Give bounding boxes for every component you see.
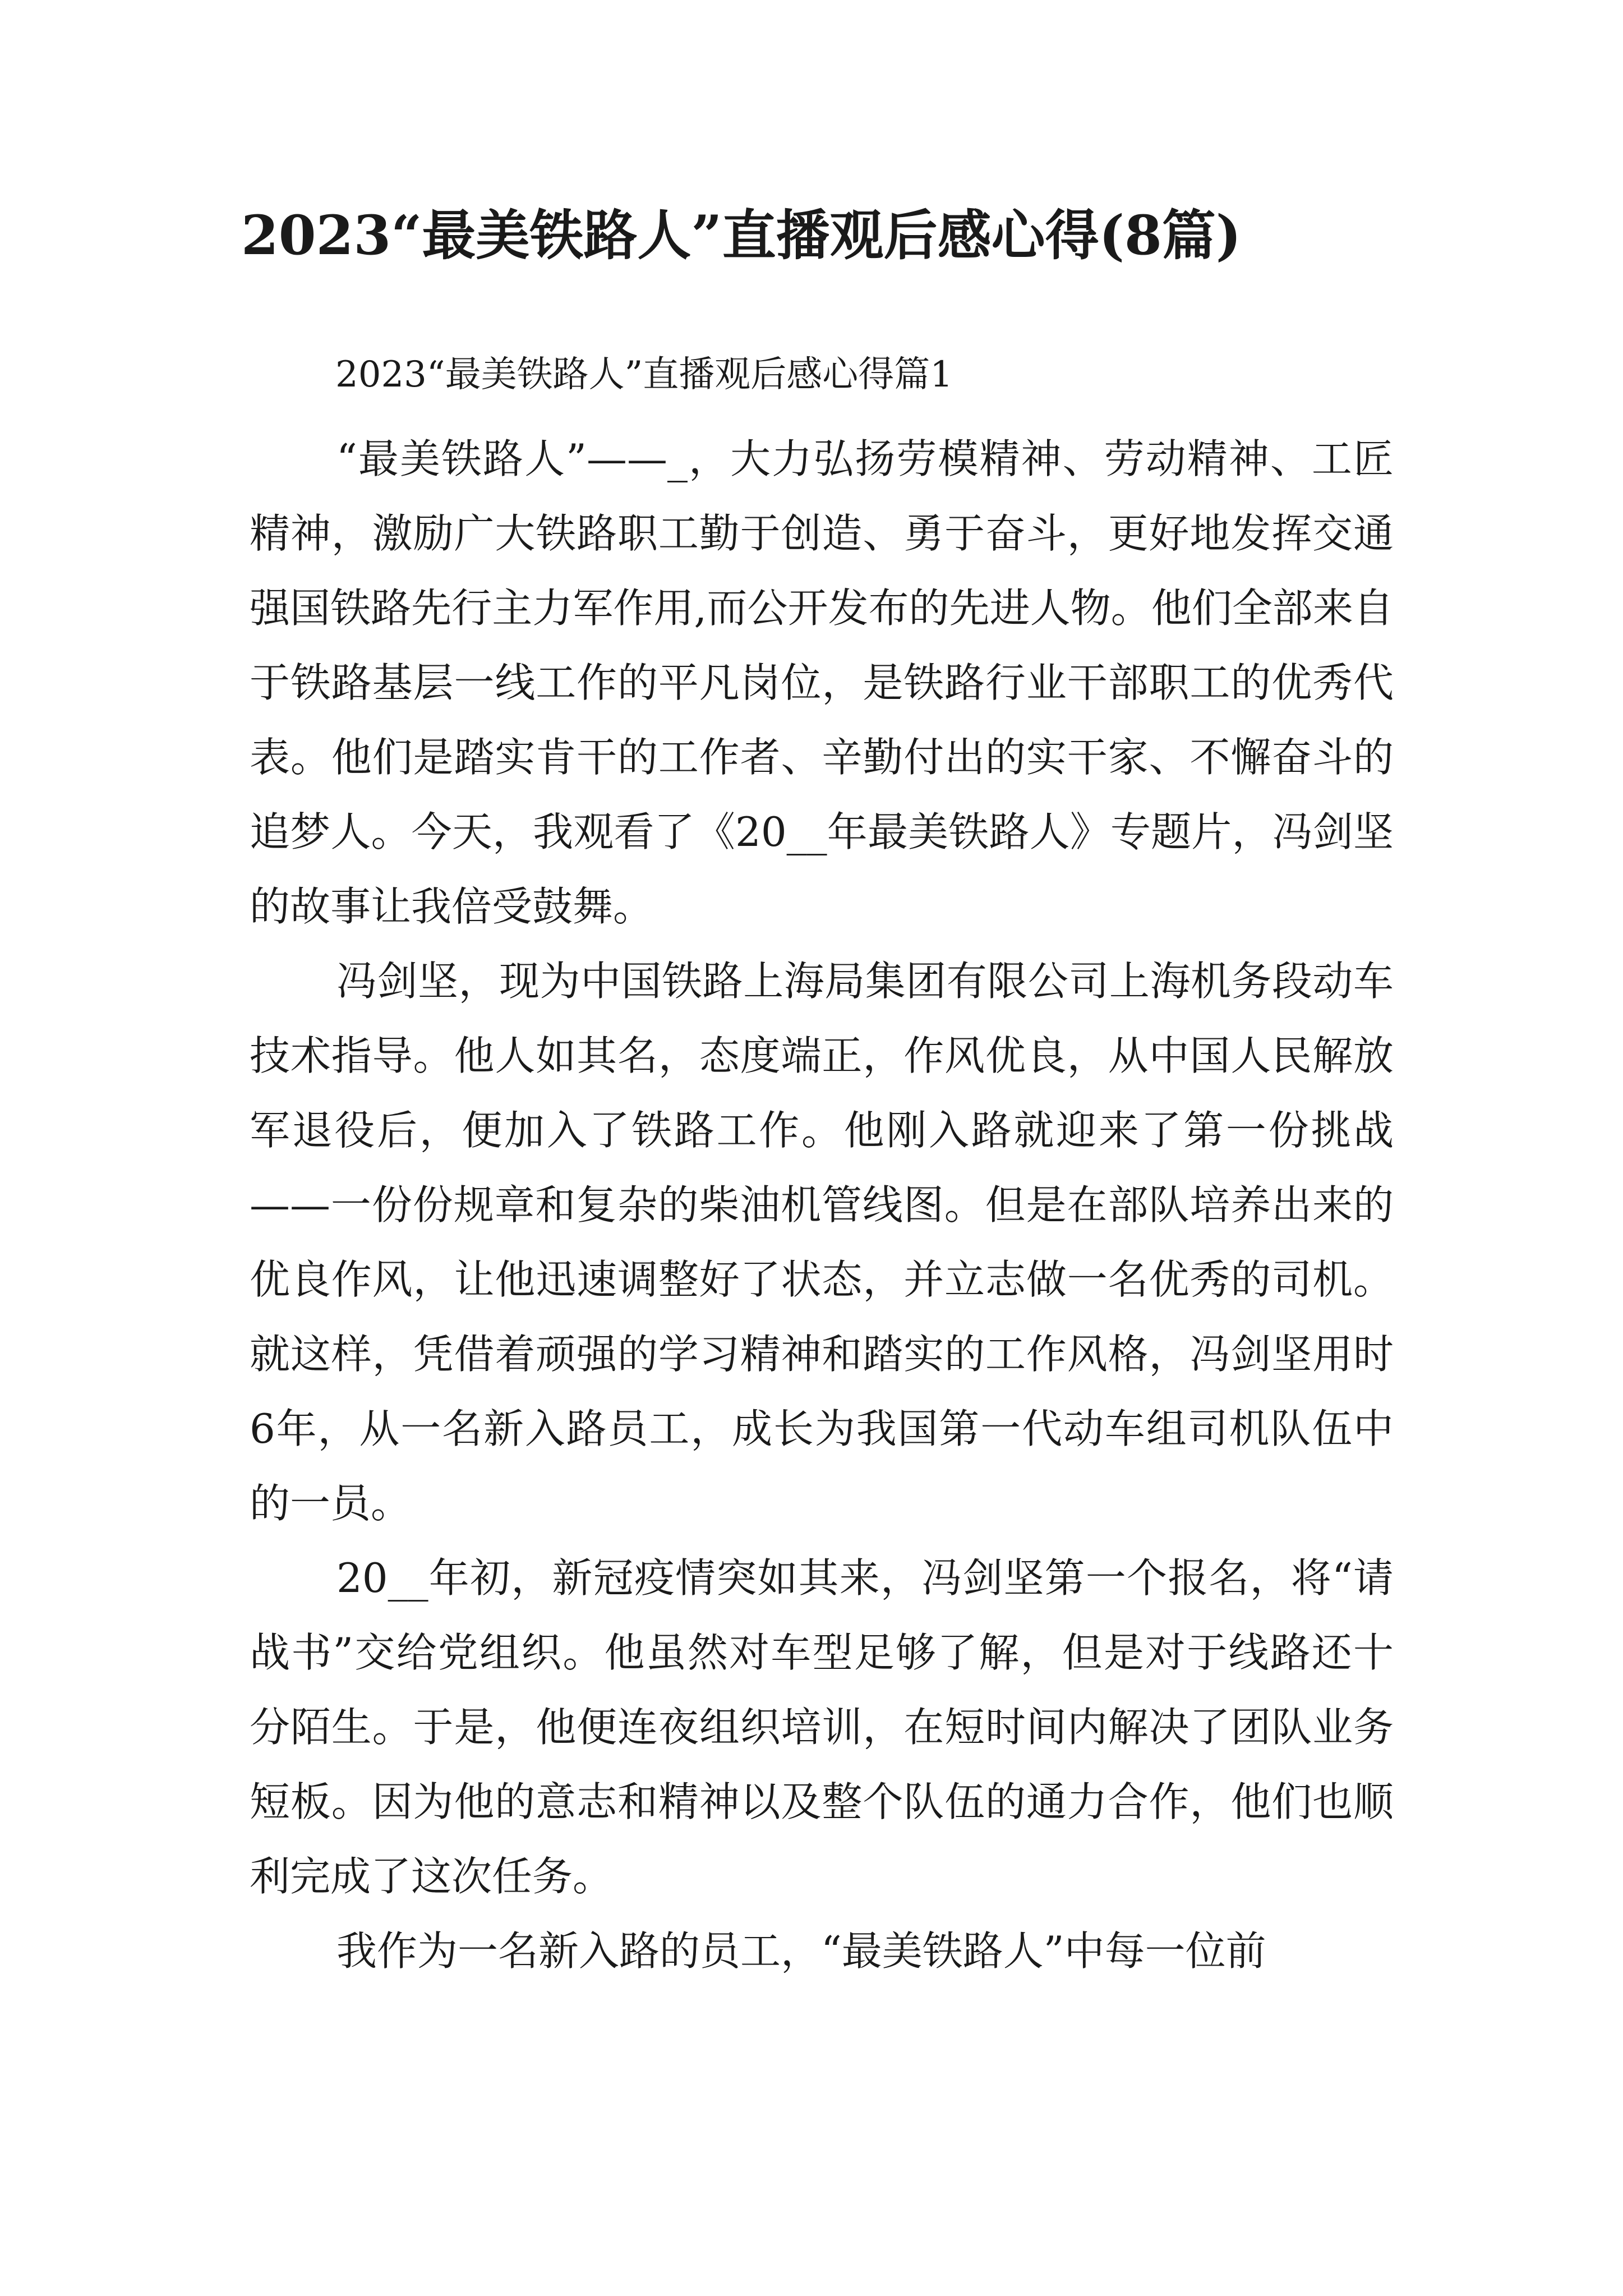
paragraph: 冯剑坚，现为中国铁路上海局集团有限公司上海机务段动车技术指导。他人如其名，态度端正，作风优良，从中国人民解放军退役后，便加入了铁路工作。他刚入路就迎来了第一份挑战——一份份规章和复杂的柴油机管线图。但是在部队培养出来的优良作风，让他迅速调整好了状态，并立志做一名优秀的司机。就这样，凭借着顽强的学习精神和踏实的工作风格，冯剑坚用时6年，从一名新入路员工，成长为我国第一代动车组司机队伍中的一员。	[250, 958, 1394, 1527]
paragraph: “最美铁路人”——_，大力弘扬劳模精神、劳动精神、工匠精神，激励广大铁路职工勤于创造、勇于奋斗，更好地发挥交通强国铁路先行主力军作用,而公开发布的先进人物。他们全部来自于铁路基层一线工作的平凡岗位，是铁路行业干部职工的优秀代表。他们是踏实肯干的工作者、辛勤付出的实干家、不懈奋斗的追梦人。今天，我观看了《20__年最美铁路人》专题片，冯剑坚的故事让我倍受鼓舞。	[250, 435, 1394, 930]
section-heading: 2023“最美铁路人”直播观后感心得篇1	[335, 354, 953, 395]
paragraph: 20__年初，新冠疫情突如其来，冯剑坚第一个报名，将“请战书”交给党组织。他虽然对车型足够了解，但是对于线路还十分陌生。于是，他便连夜组织培训，在短时间内解决了团队业务短板。因为他的意志和精神以及整个队伍的通力合作，他们也顺利完成了这次任务。	[250, 1554, 1394, 1900]
document-body	[250, 422, 1394, 1989]
paragraph: 我作为一名新入路的员工，“最美铁路人”中每一位前	[336, 1927, 1266, 1975]
document-title: 2023“最美铁路人”直播观后感心得(8篇)	[241, 204, 1242, 267]
